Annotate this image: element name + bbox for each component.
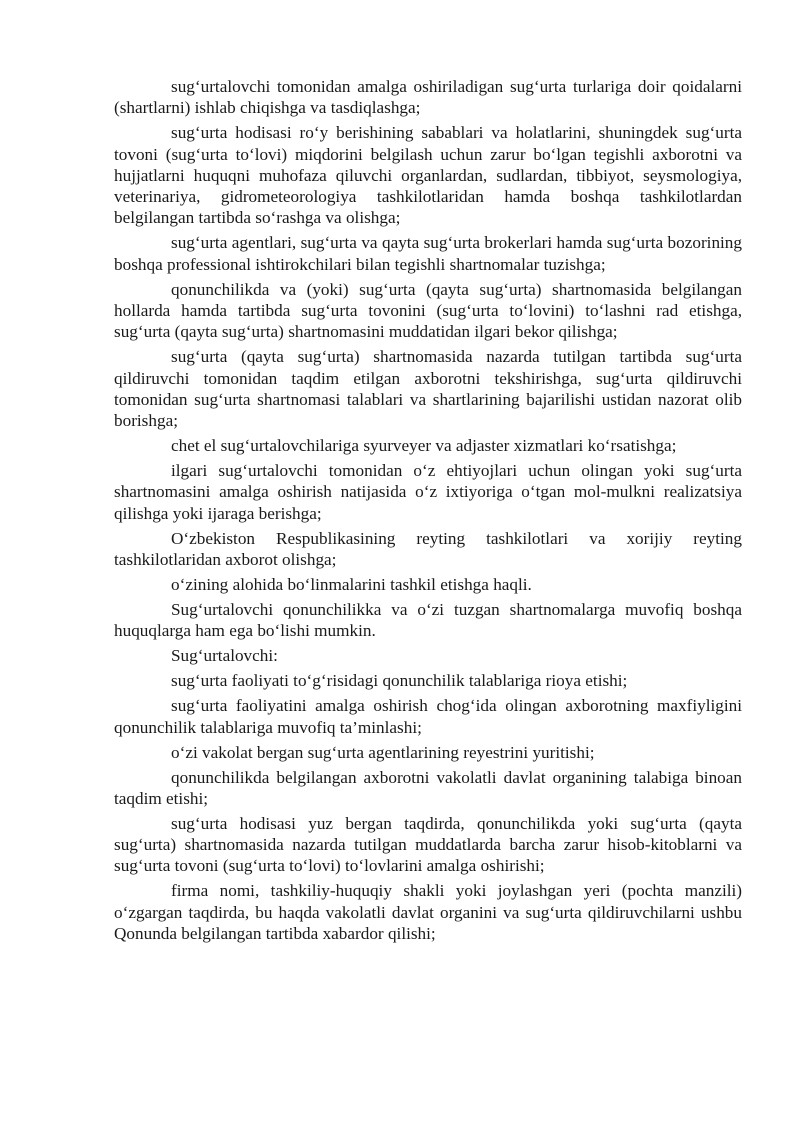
paragraph: sug‘urtalovchi tomonidan amalga oshiriladigan sug‘urta turlariga doir qoidalarni (shartlarni) ishlab chiqishga va tasdiqlashga; bbox=[114, 77, 742, 118]
paragraph: sug‘urta agentlari, sug‘urta va qayta sug‘urta brokerlari hamda sug‘urta bozorining boshqa professional ishtirokchilari bilan tegishli shartnomalar tuzishga; bbox=[114, 233, 742, 274]
paragraph: sug‘urta hodisasi yuz bergan taqdirda, qonunchilikda yoki sug‘urta (qayta sug‘urta) shartnomasida nazarda tutilgan muddatlarda barcha zarur hisob-kitoblarni va sug‘urta tovoni (sug‘urta to‘lovi) to‘lovlarini amalga oshirishi; bbox=[114, 813, 742, 876]
paragraph: Sug‘urtalovchi qonunchilikka va o‘zi tuzgan shartnomalarga muvofiq boshqa huquqlarga ham ega bo‘lishi mumkin. bbox=[114, 600, 742, 641]
paragraph: Sug‘urtalovchi: bbox=[171, 646, 278, 666]
paragraph: chet el sug‘urtalovchilariga syurveyer va adjaster xizmatlari ko‘rsatishga; bbox=[171, 436, 677, 456]
paragraph: firma nomi, tashkiliy-huquqiy shakli yoki joylashgan yeri (pochta manzili) o‘zgargan taqdirda, bu haqda vakolatli davlat organini va sug‘urta qildiruvchilarni ushbu Qonunda belgilangan tartibda xabardor qilishi; bbox=[114, 881, 742, 943]
paragraph: sug‘urta (qayta sug‘urta) shartnomasida nazarda tutilgan tartibda sug‘urta qildiruvchi tomonidan taqdim etilgan axborotni tekshirishga, sug‘urta qildiruvchi tomonidan sug‘urta shartnomasi talablari va shartlarining bajarilishi ustidan nazorat olib borishga; bbox=[114, 347, 742, 431]
document-page bbox=[114, 76, 742, 948]
paragraph: sug‘urta faoliyati to‘g‘risidagi qonunchilik talablariga rioya etishi; bbox=[171, 671, 628, 691]
paragraph: sug‘urta hodisasi ro‘y berishining sabablari va holatlarini, shuningdek sug‘urta tovoni (sug‘urta to‘lovi) miqdorini belgilash uchun zarur bo‘lgan tegishli axborotni va hujjatlarni huquqni muhofaza qiluvchi organlardan, sudlardan, tibbiyot, seysmologiya, veterinariya, gidrometeorologiya tashkilotlaridan hamda boshqa tashkilotlardan belgilangan tartibda so‘rashga va olishga; bbox=[114, 123, 742, 228]
paragraph: sug‘urta faoliyatini amalga oshirish chog‘ida olingan axborotning maxfiyligini qonunchilik talablariga muvofiq ta’minlashi; bbox=[114, 696, 742, 737]
paragraph: qonunchilikda va (yoki) sug‘urta (qayta sug‘urta) shartnomasida belgilangan hollarda hamda tartibda sug‘urta tovonini (sug‘urta to‘lovini) to‘lashni rad etishga, sug‘urta (qayta sug‘urta) shartnomasini muddatidan ilgari bekor qilishga; bbox=[114, 279, 742, 342]
paragraph: o‘zi vakolat bergan sug‘urta agentlarining reyestrini yuritishi; bbox=[171, 742, 595, 762]
paragraph: o‘zining alohida bo‘linmalarini tashkil etishga haqli. bbox=[171, 575, 532, 595]
paragraph: O‘zbekiston Respublikasining reyting tashkilotlari va xorijiy reyting tashkilotlaridan axborot olishga; bbox=[114, 528, 742, 570]
paragraph: qonunchilikda belgilangan axborotni vakolatli davlat organining talabiga binoan taqdim etishi; bbox=[114, 767, 742, 808]
paragraph: ilgari sug‘urtalovchi tomonidan o‘z ehtiyojlari uchun olingan yoki sug‘urta shartnomasini amalga oshirish natijasida o‘z ixtiyoriga o‘tgan mol-mulkni realizatsiya qilishga yoki ijaraga berishga; bbox=[114, 461, 742, 523]
